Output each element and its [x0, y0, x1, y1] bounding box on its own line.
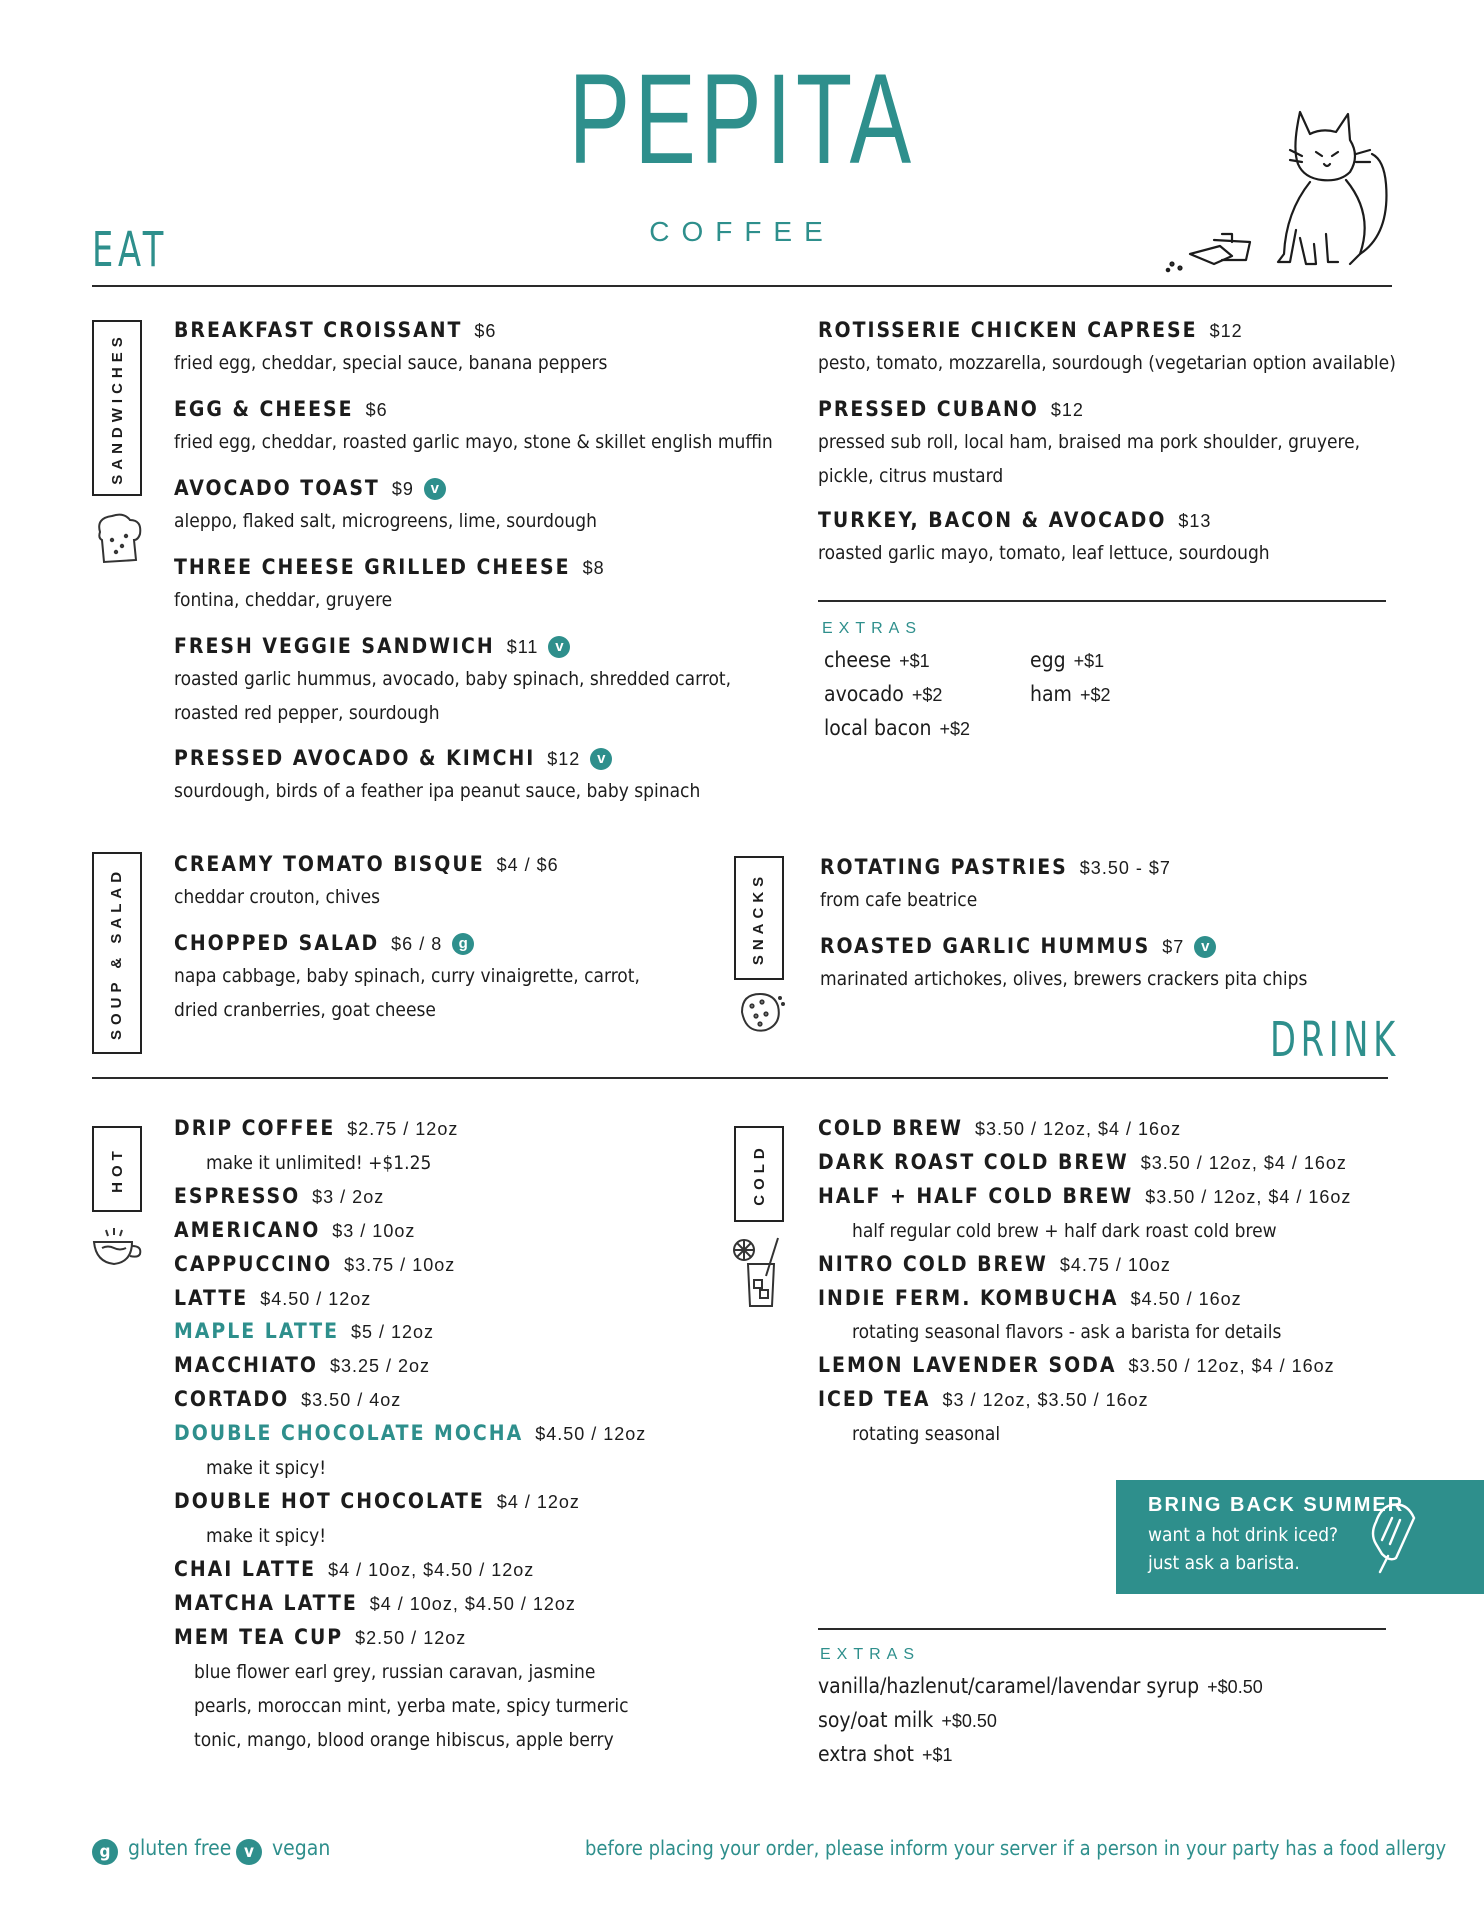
- drink-note: make it spicy!: [206, 1524, 327, 1547]
- item-name: FRESH VEGGIE SANDWICH: [174, 634, 495, 658]
- drink-name: NITRO COLD BREW: [818, 1251, 1048, 1276]
- menu-item: [818, 318, 1396, 376]
- section-label-snacks: SNACKS: [734, 856, 784, 980]
- item-price: $12: [547, 749, 581, 769]
- item-desc: pickle, citrus mustard: [818, 465, 1004, 487]
- section-label-hot: HOT: [92, 1126, 142, 1212]
- item-desc: fried egg, cheddar, roasted garlic mayo, stone & skillet english muffin: [174, 431, 773, 453]
- promo-title: BRING BACK SUMMER: [1148, 1494, 1405, 1516]
- drink-name: CHAI LATTE: [174, 1556, 317, 1581]
- item-price: $6 / 8: [391, 934, 443, 954]
- drink-row: [818, 1150, 1347, 1174]
- drink-price: $3.50 / 12oz, $4 / 16oz: [974, 1119, 1182, 1139]
- legend-vegan: v vegan: [236, 1836, 330, 1865]
- drink-row: [818, 1387, 1149, 1411]
- item-name: PRESSED CUBANO: [818, 397, 1039, 421]
- drink-name: DRIP COFFEE: [174, 1116, 336, 1140]
- extra-item: extra shot +$1: [818, 1742, 953, 1766]
- iced-drink-icon: [730, 1236, 784, 1310]
- tea-list-line: blue flower earl grey, russian caravan, jasmine: [194, 1661, 596, 1683]
- drink-row: [174, 1252, 455, 1276]
- toast-icon: [90, 510, 146, 566]
- item-desc: dried cranberries, goat cheese: [174, 999, 436, 1021]
- drink-name: LATTE: [174, 1285, 249, 1310]
- drink-name: MATCHA LATTE: [174, 1590, 358, 1615]
- item-name: CREAMY TOMATO BISQUE: [174, 852, 485, 876]
- drink-price: $3.50 / 12oz, $4 / 16oz: [1128, 1356, 1335, 1377]
- drink-price: $3 / 2oz: [312, 1186, 385, 1207]
- item-desc: pesto, tomato, mozzarella, sourdough (vegetarian option available): [818, 352, 1396, 374]
- drink-row: [174, 1184, 384, 1208]
- extra-item: egg +$1: [1030, 648, 1105, 672]
- item-name: EGG & CHEESE: [174, 397, 354, 421]
- drink-row: [174, 1387, 401, 1411]
- drink-price: $3.75 / 10oz: [344, 1254, 456, 1275]
- menu-item: [820, 855, 1171, 913]
- menu-item: [818, 397, 1360, 489]
- extra-item: cheese +$1: [824, 648, 930, 672]
- drink-name: HALF + HALF COLD BREW: [818, 1183, 1134, 1208]
- item-price: $7: [1162, 937, 1185, 957]
- extras-divider: [818, 600, 1386, 602]
- drink-row: [174, 1625, 466, 1649]
- drink-row: [818, 1353, 1335, 1377]
- cat-illustration-icon: [1150, 104, 1400, 274]
- drink-price: $4.50 / 12oz: [535, 1424, 647, 1445]
- item-desc: cheddar crouton, chives: [174, 886, 381, 908]
- drink-price: $5 / 12oz: [351, 1322, 435, 1343]
- drink-row: [174, 1218, 415, 1242]
- drink-row: [174, 1319, 434, 1343]
- drink-price: $3.50 / 12oz, $4 / 16oz: [1140, 1152, 1347, 1173]
- drink-extras-divider: [818, 1628, 1386, 1630]
- drink-row: [818, 1252, 1171, 1276]
- item-price: $12: [1050, 400, 1084, 420]
- vegan-badge: v: [548, 636, 570, 658]
- drink-price: $4.50 / 16oz: [1130, 1288, 1242, 1309]
- menu-item: [174, 634, 731, 726]
- item-desc: from cafe beatrice: [820, 889, 978, 911]
- drink-name: COLD BREW: [818, 1116, 963, 1140]
- drink-name: INDIE FERM. KOMBUCHA: [818, 1285, 1119, 1310]
- cookie-icon: [736, 988, 786, 1036]
- drink-price: $3.50 / 12oz, $4 / 16oz: [1145, 1186, 1352, 1207]
- drink-note: make it unlimited! +$1.25: [206, 1151, 432, 1174]
- popsicle-icon: [1366, 1500, 1422, 1576]
- vegan-badge: v: [1194, 936, 1216, 958]
- extra-item: vanilla/hazlenut/caramel/lavendar syrup +$0.50: [818, 1674, 1263, 1698]
- drink-price: $4.75 / 10oz: [1059, 1254, 1171, 1275]
- drink-note: half regular cold brew + half dark roast cold brew: [852, 1219, 1277, 1242]
- drink-name: MEM TEA CUP: [174, 1624, 344, 1649]
- item-name: ROASTED GARLIC HUMMUS: [820, 934, 1151, 958]
- drink-note: rotating seasonal flavors - ask a barista for details: [852, 1321, 1282, 1344]
- section-label-cold: COLD: [734, 1126, 784, 1222]
- drink-name: ESPRESSO: [174, 1183, 301, 1208]
- extras-heading: EXTRAS: [820, 1646, 921, 1663]
- header-divider: [92, 285, 1392, 287]
- item-name: ROTISSERIE CHICKEN CAPRESE: [818, 318, 1198, 342]
- drink-name: DOUBLE CHOCOLATE MOCHA: [174, 1421, 524, 1446]
- drink-price: $2.75 / 12oz: [347, 1119, 459, 1139]
- item-name: TURKEY, BACON & AVOCADO: [818, 508, 1167, 532]
- item-price: $9: [391, 479, 414, 499]
- promo-line: just ask a barista.: [1148, 1552, 1300, 1574]
- drink-row: [174, 1421, 646, 1445]
- drink-name: ICED TEA: [818, 1387, 931, 1412]
- drink-name: MACCHIATO: [174, 1353, 318, 1378]
- drink-row: [174, 1489, 580, 1513]
- drink-row: [174, 1591, 576, 1615]
- menu-item: [174, 318, 607, 376]
- section-label-soup-salad: SOUP & SALAD: [92, 852, 142, 1054]
- item-price: $11: [506, 637, 539, 657]
- drink-row: [174, 1116, 458, 1140]
- drink-name: LEMON LAVENDER SODA: [818, 1353, 1117, 1378]
- item-name: ROTATING PASTRIES: [820, 855, 1068, 879]
- extra-item: local bacon +$2: [824, 716, 971, 740]
- drink-row: [818, 1286, 1242, 1310]
- item-name: THREE CHEESE GRILLED CHEESE: [174, 555, 571, 579]
- menu-item: [818, 508, 1270, 566]
- vegan-badge: v: [424, 478, 446, 500]
- legend-gluten-free: g gluten free: [92, 1836, 231, 1865]
- drink-name: AMERICANO: [174, 1217, 321, 1242]
- extra-item: avocado +$2: [824, 682, 943, 706]
- brand-subtitle: COFFEE: [649, 216, 835, 247]
- item-name: BREAKFAST CROISSANT: [174, 318, 463, 342]
- item-desc: pressed sub roll, local ham, braised ma pork shoulder, gruyere,: [818, 431, 1361, 453]
- item-price: $3.50 - $7: [1079, 858, 1171, 878]
- gluten-free-badge: g: [452, 933, 474, 955]
- menu-item: [174, 476, 597, 534]
- drink-divider: [92, 1077, 1388, 1079]
- menu-item: [174, 397, 773, 455]
- drink-price: $4 / 12oz: [496, 1491, 580, 1512]
- item-price: $6: [474, 321, 497, 341]
- item-desc: sourdough, birds of a feather ipa peanut sauce, baby spinach: [174, 780, 701, 802]
- tea-list-line: pearls, moroccan mint, yerba mate, spicy turmeric: [194, 1695, 629, 1717]
- drink-row: [174, 1286, 371, 1310]
- allergy-notice: before placing your order, please inform your server if a person in your party has a food allergy: [585, 1836, 1447, 1860]
- coffee-cup-icon: [88, 1226, 148, 1268]
- promo-line: want a hot drink iced?: [1148, 1524, 1339, 1546]
- drink-row: [174, 1353, 430, 1377]
- item-desc: fried egg, cheddar, special sauce, banana peppers: [174, 352, 608, 374]
- drink-row: [818, 1184, 1351, 1208]
- extra-item: ham +$2: [1030, 682, 1111, 706]
- drink-price: $3 / 10oz: [332, 1220, 416, 1241]
- item-desc: fontina, cheddar, gruyere: [174, 589, 393, 611]
- item-name: PRESSED AVOCADO & KIMCHI: [174, 746, 536, 770]
- item-desc: roasted garlic hummus, avocado, baby spinach, shredded carrot,: [174, 668, 732, 690]
- item-desc: roasted garlic mayo, tomato, leaf lettuce, sourdough: [818, 542, 1270, 564]
- menu-item: [174, 931, 640, 1023]
- drink-name: CORTADO: [174, 1387, 290, 1412]
- drink-name: DARK ROAST COLD BREW: [818, 1149, 1129, 1174]
- item-desc: aleppo, flaked salt, microgreens, lime, sourdough: [174, 510, 597, 532]
- menu-item: [174, 746, 700, 804]
- drink-heading: DRINK: [1270, 1012, 1400, 1068]
- drink-name: MAPLE LATTE: [174, 1319, 339, 1344]
- drink-price: $4.50 / 12oz: [260, 1288, 372, 1309]
- brand-logo: PEPITA: [568, 48, 916, 191]
- drink-name: DOUBLE HOT CHOCOLATE: [174, 1488, 485, 1513]
- item-name: CHOPPED SALAD: [174, 931, 380, 955]
- drink-price: $2.50 / 12oz: [355, 1627, 467, 1648]
- menu-item: [174, 852, 559, 910]
- eat-heading: EAT: [92, 222, 169, 278]
- drink-row: [818, 1116, 1181, 1140]
- vegan-badge: v: [590, 748, 612, 770]
- item-desc: napa cabbage, baby spinach, curry vinaigrette, carrot,: [174, 965, 640, 987]
- item-price: $8: [582, 558, 605, 578]
- item-desc: roasted red pepper, sourdough: [174, 702, 440, 724]
- section-label-sandwiches: SANDWICHES: [92, 320, 142, 496]
- item-name: AVOCADO TOAST: [174, 476, 380, 500]
- item-price: $13: [1178, 511, 1212, 531]
- item-price: $12: [1209, 321, 1243, 341]
- promo-banner: [1116, 1480, 1484, 1594]
- item-price: $4 / $6: [496, 855, 559, 875]
- drink-price: $3.50 / 4oz: [301, 1390, 402, 1411]
- tea-list-line: tonic, mango, blood orange hibiscus, apple berry: [194, 1729, 614, 1751]
- extras-heading: EXTRAS: [822, 620, 923, 637]
- drink-row: [174, 1557, 534, 1581]
- drink-note: rotating seasonal: [852, 1423, 1001, 1446]
- menu-item: [820, 934, 1307, 992]
- drink-price: $3.25 / 2oz: [329, 1356, 431, 1377]
- drink-name: CAPPUCCINO: [174, 1251, 333, 1276]
- drink-price: $4 / 10oz, $4.50 / 12oz: [369, 1593, 576, 1614]
- menu-item: [174, 555, 605, 613]
- item-price: $6: [365, 400, 388, 420]
- drink-price: $4 / 10oz, $4.50 / 12oz: [328, 1559, 535, 1580]
- drink-price: $3 / 12oz, $3.50 / 16oz: [942, 1390, 1149, 1411]
- item-desc: marinated artichokes, olives, brewers crackers pita chips: [820, 968, 1308, 990]
- drink-note: make it spicy!: [206, 1457, 327, 1479]
- extra-item: soy/oat milk +$0.50: [818, 1708, 997, 1732]
